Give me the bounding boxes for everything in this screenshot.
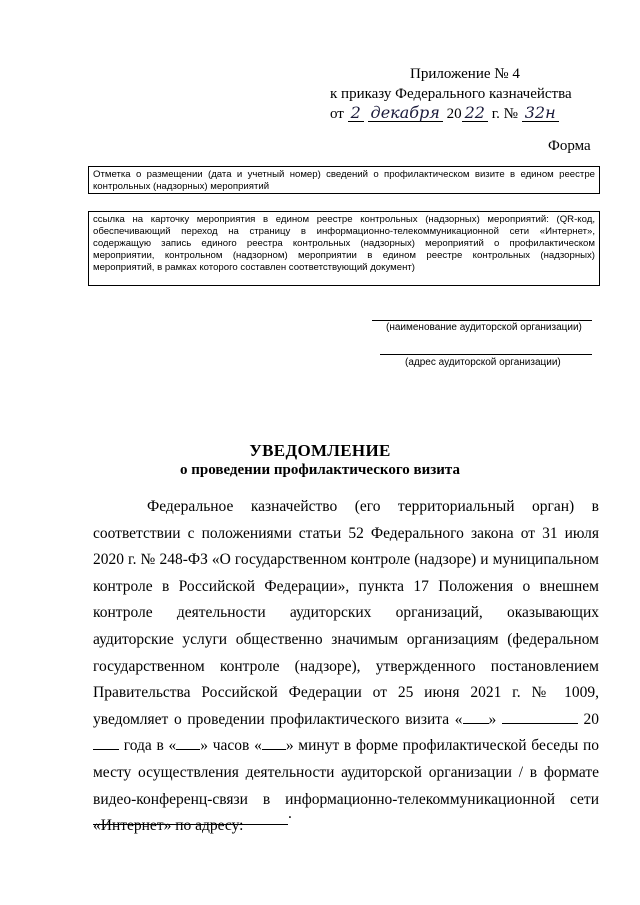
body-text-part2: » минут в форме профилактической беседы по месту осуществления деятельности аудиторской организации / в формате видео-конференц-связи в информационно-телекоммуникационной сети «Интернет» по адресу:	[93, 737, 600, 835]
day-blank	[463, 709, 489, 724]
appendix-date-line	[330, 104, 620, 124]
appendix-number: Приложение № 4	[410, 66, 520, 82]
document-title: УВЕДОМЛЕНИЕ	[249, 441, 391, 460]
address-blank-line	[93, 824, 288, 825]
year-prefix-text: 20	[583, 710, 600, 728]
form-label: Форма	[548, 138, 591, 154]
date-from-label: от	[330, 106, 344, 122]
hours-blank	[176, 735, 200, 750]
year-prefix: 20	[446, 106, 462, 122]
month-blank	[502, 709, 578, 724]
year-blank	[93, 735, 119, 750]
hours-word: » часов «	[200, 737, 262, 755]
body-paragraph	[93, 494, 599, 840]
minutes-blank	[262, 735, 286, 750]
handwritten-order-number: 32н	[522, 105, 559, 122]
handwritten-day: 2	[348, 105, 364, 122]
appendix-header	[330, 64, 620, 124]
org-name-label: (наименование аудиторской организации)	[386, 322, 582, 333]
handwritten-year: 22	[462, 105, 488, 122]
appendix-order-ref: к приказу Федерального казначейства	[330, 86, 572, 102]
notification-body	[93, 494, 599, 840]
document-subtitle: о проведении профилактического визита	[180, 462, 460, 478]
end-period: .	[288, 805, 292, 822]
org-address-label: (адрес аудиторской организации)	[405, 357, 561, 368]
body-text-part1: Федеральное казначейство (его территориальный орган) в соответствии с положениями статьи 52 Федерального закона от 31 июля 2020 г. № 248-ФЗ «О государственном контроле (надзоре) и муниципальном контроле в Российской Федерации», пункта 17 Положения о внешнем контроле деятельности аудиторских организаций, оказывающих аудиторские услуги общественно значимым организациям (федеральном государственном контроле (надзоре), утвержденного постановлением Правительства Российской Федерации от 25 июня 2021 г. № 1009, уведомляет о проведении профилактического визита «	[93, 498, 599, 728]
org-address-line	[380, 354, 592, 355]
year-word: года в «	[123, 737, 177, 755]
registry-mark-box: Отметка о размещении (дата и учетный номер) сведений о профилактическом визите в едином реестре контрольных (надзорных) мероприятий	[88, 166, 600, 194]
number-label: г. №	[491, 106, 518, 122]
day-quote-close: »	[488, 710, 497, 728]
org-name-line	[372, 320, 592, 321]
handwritten-month: декабря	[368, 105, 443, 122]
registry-link-box: ссылка на карточку мероприятия в едином реестре контрольных (надзорных) мероприятий: (QR-код, обеспечивающий переход на страницу в информационно-телекоммуникационной сети «Интернет», содержащую запись единого реестра контрольных (надзорных) мероприятий о профилактическом мероприятии, контрольном (надзорном) мероприятии в едином реестре контрольных (надзорных) мероприятий, в рамках которого составлен соответствующий документ)	[88, 211, 600, 286]
